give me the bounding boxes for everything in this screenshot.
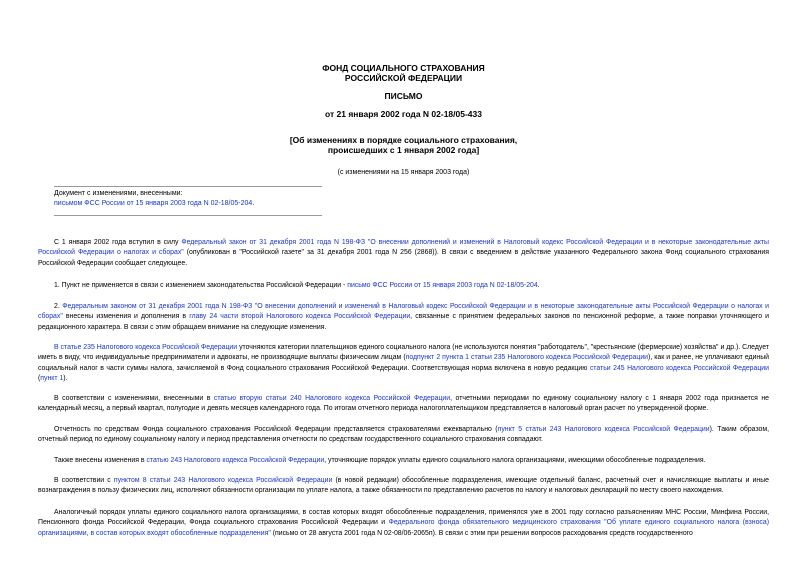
article-235-link[interactable]: В статье 235 Налогового кодекса Российской Федерации bbox=[54, 344, 238, 351]
paragraph-intro: С 1 января 2002 года вступил в силу Федеральный закон от 31 декабря 2001 года N 198-ФЗ "О внесении дополнений и изменений в Налоговый кодекс Российской Федерации и в некоторые законодательные акты Российской Федерации о налогах и сборах" (опубликован в "Российской газете" за 31 декабря 2001 года N 256 (2868)). В связи с введением в действие указанного Федерального закона Фонд социального страхования Российской Федерации сообщает следующее. bbox=[38, 239, 769, 267]
changes-note-label: Документ с изменениями, внесенными: bbox=[54, 190, 183, 197]
document-subject-line2: происшедших с 1 января 2002 года] bbox=[327, 145, 480, 155]
revision-note: (с изменениями на 15 января 2003 года) bbox=[337, 169, 470, 176]
document-date: от 21 января 2002 года N 02-18/05-433 bbox=[325, 109, 482, 119]
fss-letter-link[interactable]: письмо ФСС России от 15 января 2003 года N 02-18/05-204 bbox=[347, 282, 538, 289]
changes-note: Документ с изменениями, внесенными: письмом ФСС России от 15 января 2003 года N 02-18/05-204. bbox=[54, 189, 324, 209]
ffoms-letter-link[interactable]: Федерального фонда обязательного медицинского страхования "Об уплате единого социального налога (взноса) организациями, в состав которых входят обособленные подразделения" bbox=[38, 519, 769, 537]
article-243-point-5-link[interactable]: пункт 5 статьи 243 Налогового кодекса Российской Федерации bbox=[497, 426, 710, 433]
paragraph-article-243-point-8: В соответствии с пунктом 8 статьи 243 Налогового кодекса Российской Федерации (в новой редакции) обособленные подразделения, имеющие отдельный баланс, расчетный счет и начисляющие выплаты и иные вознаграждения в пользу физических лиц, исполняют обязанности организации по уплате налога, а также обязанности по представлению расчетов по налогу и налоговых деклараций по месту своего нахождения. bbox=[38, 477, 769, 495]
paragraph-article-235: В статье 235 Налогового кодекса Российской Федерации уточняются категории плательщиков единого социального налога (не используются понятия "работодатель", "крестьянские (фермерские) хозяйства" и др.). Следует иметь в виду, что индивидуальные предприниматели и адвокаты, не производящие выплаты физическим лицам (подпункт 2 пункта 1 статьи 235 Налогового кодекса Российской Федерации), как и ранее, не уплачивают единый социальный налог в части суммы налога, зачисляемой в Фонд социального страхования Российской Федерации. Соответствующая норма включена в новую редакцию статьи 245 Налогового кодекса Российской Федерации (пункт 1). bbox=[38, 344, 770, 382]
article-240-link[interactable]: статью вторую статьи 240 Налогового кодекса Российской Федерации bbox=[213, 395, 451, 402]
point-1-link[interactable]: пункт 1 bbox=[40, 374, 64, 382]
article-245-link[interactable]: статьи 245 Налогового кодекса Российской Федерации bbox=[589, 364, 769, 372]
document-type: ПИСЬМО bbox=[384, 91, 423, 101]
federal-law-link-2[interactable]: Федеральным законом от 31 декабря 2001 года N 198-ФЗ "О внесении дополнений и изменений в Налоговый кодекс Российской Федерации и в некоторые законодательные акты Российской Федерации о налогах и сборах" bbox=[38, 303, 769, 321]
note-top-divider bbox=[54, 186, 322, 187]
paragraph-payment-procedure: Аналогичный порядок уплаты единого социального налога организациями, в состав которых входят обособленные подразделения, применялся уже в 2001 году согласно разъяснениям МНС России, Минфина России, Пенсионного фонда Российской Федерации, Фонда социального страхования Российской Федерации и Федерального фонда обязательного медицинского страхования "Об уплате единого социального налога (взноса) организациями, в состав которых входят обособленные подразделения" (письмо от 28 августа 2001 года N 02-08/06-2065п). В связи с этим при решении вопросов расходования средств государственного bbox=[38, 509, 769, 537]
article-243-link[interactable]: статью 243 Налогового кодекса Российской Федерации bbox=[146, 457, 325, 464]
chapter-24-link[interactable]: главу 24 части второй Налогового кодекса Российской Федерации bbox=[189, 313, 411, 321]
paragraph-article-240: В соответствии с изменениями, внесенными в статью вторую статьи 240 Налогового кодекса Российской Федерации, отчетными периодами по единому социальному налогу с 1 января 2002 года признается не календарный месяц, а первый квартал, полугодие и девять месяцев календарного года. По итогам отчетного периода налогоплательщиком представляется в налоговый орган расчет по утвержденной форме. bbox=[38, 395, 769, 413]
paragraph-item-2: 2. Федеральным законом от 31 декабря 2001 года N 198-ФЗ "О внесении дополнений и изменений в Налоговый кодекс Российской Федерации и в некоторые законодательные акты Российской Федерации о налогах и сборах" внесены изменения и дополнения в главу 24 части второй Налогового кодекса Российской Федерации, связанные с принятием федеральных законов по пенсионной реформе, а также поправки уточняющего и редакционного характера. В связи с этим обращаем внимание на следующие изменения. bbox=[38, 303, 770, 331]
subparagraph-2-link[interactable]: подпункт 2 пункта 1 статьи 235 Налогового кодекса Российской Федерации bbox=[405, 354, 649, 362]
note-bottom-divider bbox=[54, 215, 322, 216]
org-name-line2: РОССИЙСКОЙ ФЕДЕРАЦИИ bbox=[344, 73, 463, 83]
federal-law-link[interactable]: Федеральный закон от 31 декабря 2001 года N 198-ФЗ "О внесении дополнений и изменений в Налоговый кодекс Российской Федерации и в некоторые законодательные акты Российской Федерации о налогах и сборах" bbox=[38, 239, 769, 257]
paragraph-reporting: Отчетность по средствам Фонда социального страхования Российской Федерации представляется страхователями ежеквартально (пункт 5 статьи 243 Налогового кодекса Российской Федерации). Таким образом, отчетный период по единому социальному налогу и период представления отчетности по средствам государственного социального страхования совпадают. bbox=[38, 426, 770, 444]
paragraph-article-243: Также внесены изменения в статью 243 Налогового кодекса Российской Федерации, уточняющие порядок уплаты единого социального налога организациями, имеющими обособленные подразделения. bbox=[54, 457, 706, 464]
org-name-line1: ФОНД СОЦИАЛЬНОГО СТРАХОВАНИЯ bbox=[322, 63, 485, 73]
paragraph-item-1: 1. Пункт не применяется в связи с изменением законодательства Российской Федерации - письмо ФСС России от 15 января 2003 года N 02-18/05-204. bbox=[54, 282, 540, 289]
article-243-point-8-link[interactable]: пунктом 8 статьи 243 Налогового кодекса Российской Федерации bbox=[113, 477, 333, 484]
changes-note-link[interactable]: письмом ФСС России от 15 января 2003 года N 02-18/05-204 bbox=[54, 200, 253, 207]
document-subject-line1: [Об изменениях в порядке социального страхования, bbox=[289, 135, 518, 145]
